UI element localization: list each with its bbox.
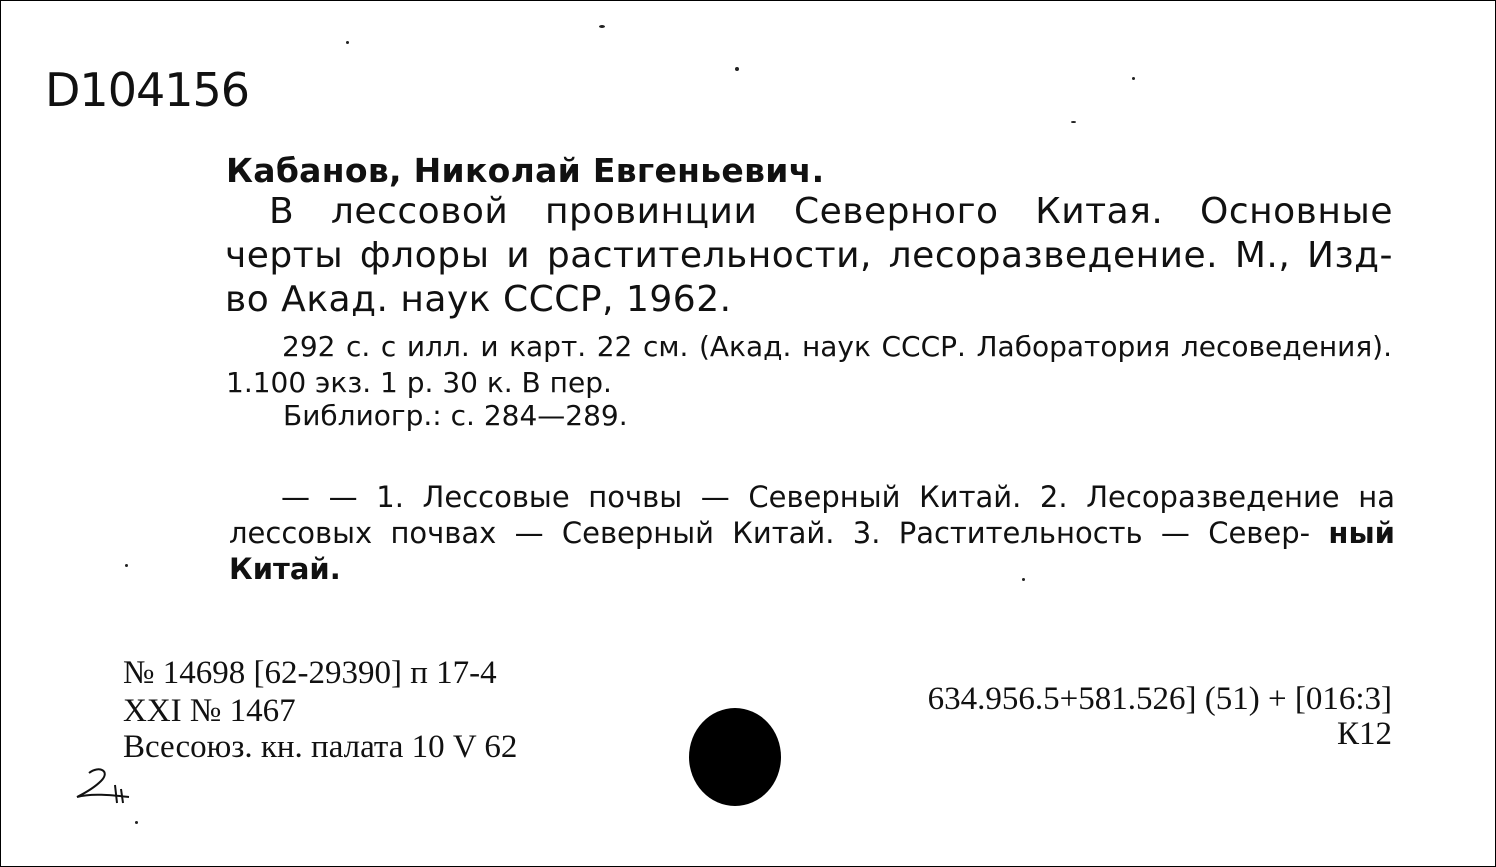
card-number-line: № 14698 [62-29390] п 17-4 bbox=[123, 655, 497, 691]
bibliography-note: Библиогр.: с. 284—289. bbox=[283, 399, 628, 432]
classification-code: К12 bbox=[1336, 716, 1392, 752]
speck bbox=[135, 821, 138, 824]
collation-note: 292 с. с илл. и карт. 22 см. (Акад. наук СССР. Лаборатория лесоведения). 1.100 экз. 1 р. 30 к. В пер. bbox=[226, 330, 1392, 399]
record-number-line: XXI № 1467 bbox=[123, 693, 296, 729]
handwritten-mark bbox=[71, 763, 141, 823]
inventory-number-stamp: D104156 bbox=[45, 63, 250, 117]
author-heading: Кабанов, Николай Евгеньевич. bbox=[226, 151, 825, 190]
punch-hole bbox=[689, 708, 781, 806]
speck bbox=[346, 41, 349, 44]
title-statement: В лессовой провинции Северного Китая. Основные черты флоры и растительности, лесоразведение. М., Изд-во Акад. наук СССР, 1962. bbox=[225, 191, 1393, 320]
speck bbox=[599, 25, 605, 28]
speck bbox=[735, 67, 739, 71]
speck bbox=[125, 564, 128, 567]
udc-index: 634.956.5+581.526] (51) + [016:3] bbox=[927, 681, 1392, 717]
subject-headings-text: — — 1. Лессовые почвы — Северный Китай. 2. Лесоразведение на лессовых почвах — Северный Китай. 3. Растительность — Север- bbox=[229, 480, 1395, 550]
subject-headings bbox=[229, 479, 1395, 587]
speck bbox=[1132, 77, 1135, 80]
subject-headings-end: ный Китай. bbox=[229, 516, 1396, 586]
book-chamber-line: Всесоюз. кн. палата 10 V 62 bbox=[123, 729, 518, 765]
speck bbox=[1022, 578, 1025, 581]
speck bbox=[1071, 121, 1076, 123]
